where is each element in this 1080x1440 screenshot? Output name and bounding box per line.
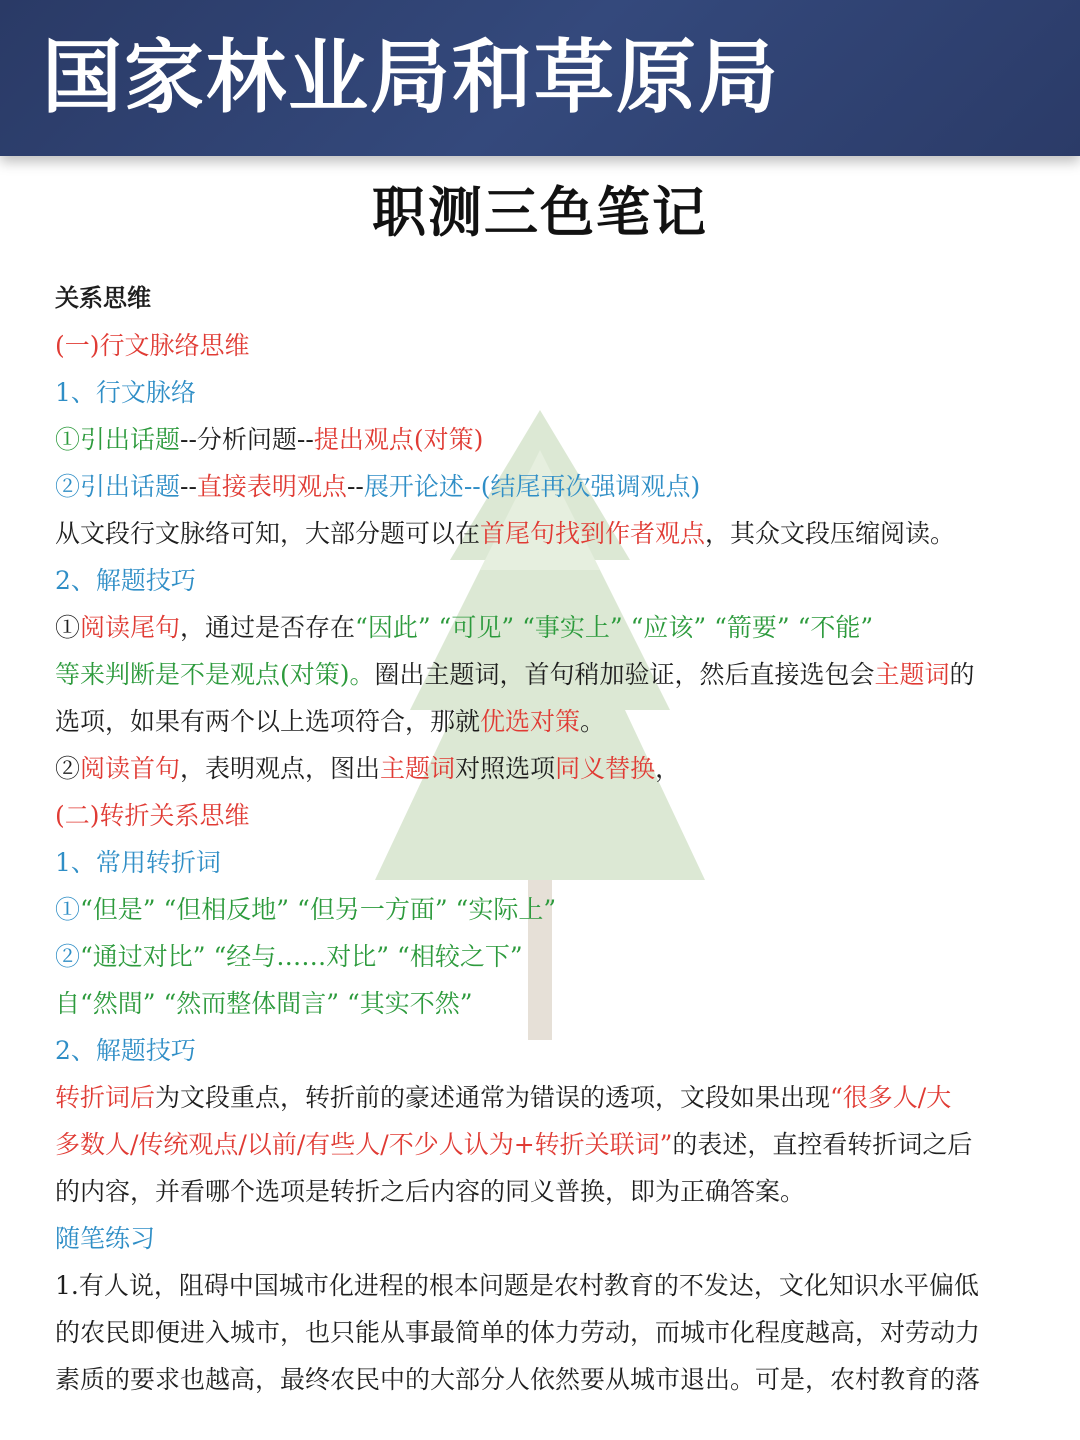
s1-sub2: 2、解题技巧: [55, 566, 196, 595]
practice-line-1: 1.有人说，阻碍中国城市化进程的根本问题是农村教育的不发达，文化知识水平偏低: [55, 1271, 979, 1300]
line-8: ①“但是” “但相反地” “但另一方面” “实际上”: [55, 895, 557, 924]
notes-body: [55, 275, 1035, 1403]
header-banner: [0, 0, 1080, 156]
line-2: ②引出话题--直接表明观点--展开论述--(结尾再次强调观点): [55, 472, 701, 501]
line-10: 自“然間” “然而整体間言” “其实不然”: [55, 989, 473, 1018]
s1-sub1: 1、行文脉络: [55, 378, 196, 407]
practice-line-2: 的农民即便进入城市，也只能从事最简单的体力劳动，而城市化程度越高，对劳动力: [55, 1318, 981, 1347]
s2-heading: (二)转折关系思维: [55, 801, 250, 830]
s1-heading: (一)行文脉络思维: [55, 331, 250, 360]
practice-line-3: 素质的要求也越高，最终农民中的大部分人依然要从城市退出。可是，农村教育的落: [55, 1365, 981, 1394]
line-3: 从文段行文脉络可知，大部分题可以在首尾句找到作者观点，其众文段压缩阅读。: [55, 519, 956, 548]
s2-sub2: 2、解题技巧: [55, 1036, 196, 1065]
line-9: ②“通过对比” “经与……对比” “相较之下”: [55, 942, 523, 971]
line-6: 选项，如果有两个以上选项符合，那就优选对策。: [55, 707, 606, 736]
line-12: 多数人/传统观点/以前/有些人/不少人认为+转折关联词”的表述，直控看转折词之后: [55, 1130, 973, 1159]
line-1: ①引出话题--分析问题--提出观点(对策): [55, 425, 484, 454]
line-4: ①阅读尾句，通过是否存在“因此” “可见” “事实上” “应该” “箭要” “不能”: [55, 613, 874, 642]
section-title: 关系思维: [55, 284, 151, 312]
line-5: 等来判断是不是观点(对策)。圈出主题词，首句稍加验证，然后直接选包会主题词的: [55, 660, 975, 689]
practice-heading: 随笔练习: [55, 1224, 156, 1253]
line-11: 转折词后为文段重点，转折前的豪述通常为错误的透项，文段如果出现“很多人/大: [55, 1083, 952, 1112]
line-7: ②阅读首句，表明观点，图出主题词对照选项同义替换，: [55, 754, 681, 783]
banner-title: 国家林业局和草原局: [42, 31, 780, 124]
s2-sub1: 1、常用转折词: [55, 848, 221, 877]
page-subtitle: 职测三色笔记: [372, 181, 708, 244]
line-13: 的内容，并看哪个选项是转折之后内容的同义普换，即为正确答案。: [55, 1177, 806, 1206]
